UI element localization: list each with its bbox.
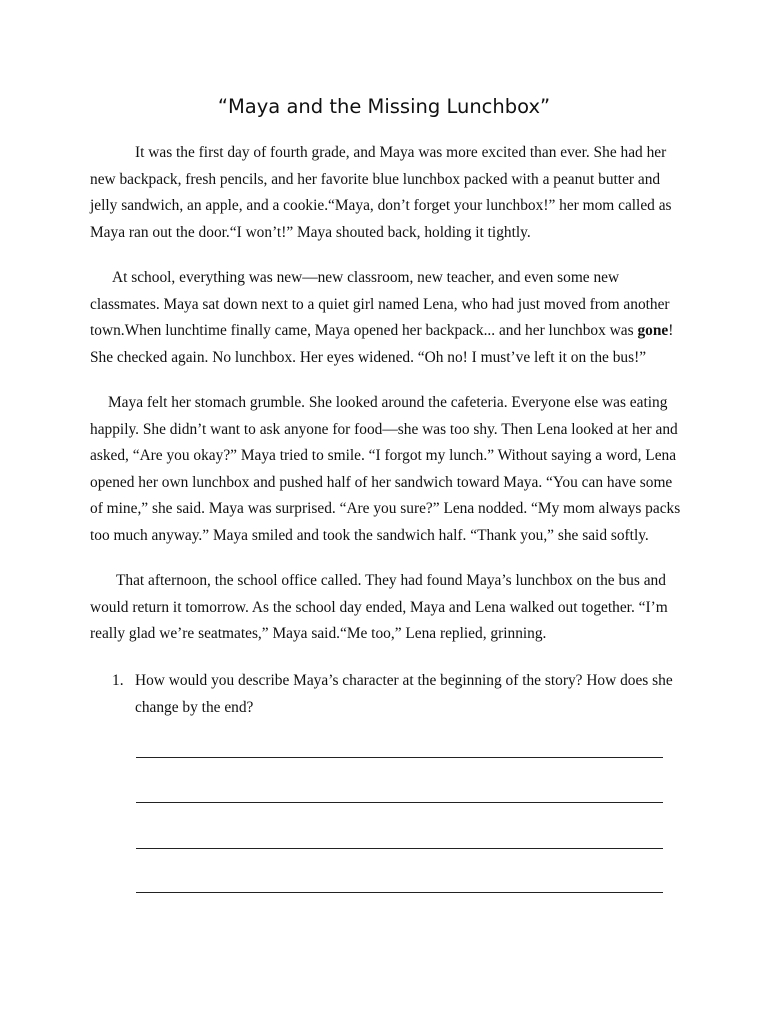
paragraph-line: really glad we’re seatmates,” Maya said.“Me too,” Lena replied, grinning. <box>90 625 547 642</box>
paragraph-line: That afternoon, the school office called. They had found Maya’s lunchbox on the bus and <box>116 572 666 589</box>
paragraph-line: new backpack, fresh pencils, and her favorite blue lunchbox packed with a peanut butter and <box>90 170 661 188</box>
question-line: change by the end? <box>135 698 254 716</box>
answer-line-3[interactable] <box>136 848 663 849</box>
story-paragraph-2 <box>90 265 674 371</box>
paragraph-line: jelly sandwich, an apple, and a cookie.“Maya, don’t forget your lunchbox!” her mom called as <box>90 197 672 214</box>
paragraph-line: happily. She didn’t want to ask anyone for food—she was too shy. Then Lena looked at her and <box>90 420 678 438</box>
answer-line-1[interactable] <box>136 757 663 758</box>
paragraph-line: of mine,” she said. Maya was surprised. “Are you sure?” Lena nodded. “My mom always packs <box>90 500 681 517</box>
paragraph-line <box>90 318 674 345</box>
paragraph-line: would return it tomorrow. As the school day ended, Maya and Lena walked out together. “I’m <box>90 598 668 616</box>
question-number: 1. <box>112 672 124 689</box>
story-paragraph-3 <box>90 390 681 549</box>
answer-line-2[interactable] <box>136 802 663 803</box>
paragraph-line: At school, everything was new—new classroom, new teacher, and even some new <box>112 269 620 286</box>
paragraph-line: Maya ran out the door.“I won’t!” Maya shouted back, holding it tightly. <box>90 223 531 241</box>
paragraph-line: opened her own lunchbox and pushed half of her sandwich toward Maya. “You can have some <box>90 473 673 491</box>
paragraph-text: ! <box>668 322 674 339</box>
paragraph-line: too much anyway.” Maya smiled and took the sandwich half. “Thank you,” she said softly. <box>90 526 649 544</box>
story-paragraph-1 <box>90 140 670 246</box>
answer-line-4[interactable] <box>136 892 663 893</box>
emphasized-word: gone <box>637 322 669 339</box>
paragraph-text: town.When lunchtime finally came, Maya opened her backpack... and her lunchbox was <box>90 322 638 339</box>
paragraph-line: asked, “Are you okay?” Maya tried to smile. “I forgot my lunch.” Without saying a word, Lena <box>90 447 677 464</box>
story-title: “Maya and the Missing Lunchbox” <box>217 95 551 118</box>
story-paragraph-4 <box>90 568 670 648</box>
question-line: How would you describe Maya’s character at the beginning of the story? How does she <box>135 672 673 689</box>
paragraph-line: Maya felt her stomach grumble. She looked around the cafeteria. Everyone else was eating <box>108 394 668 411</box>
paragraph-line: It was the first day of fourth grade, and Maya was more excited than ever. She had her <box>135 144 667 161</box>
paragraph-line: classmates. Maya sat down next to a quiet girl named Lena, who had just moved from another <box>90 295 670 313</box>
question-text <box>135 668 675 721</box>
paragraph-line: She checked again. No lunchbox. Her eyes widened. “Oh no! I must’ve left it on the bus!” <box>90 348 647 366</box>
